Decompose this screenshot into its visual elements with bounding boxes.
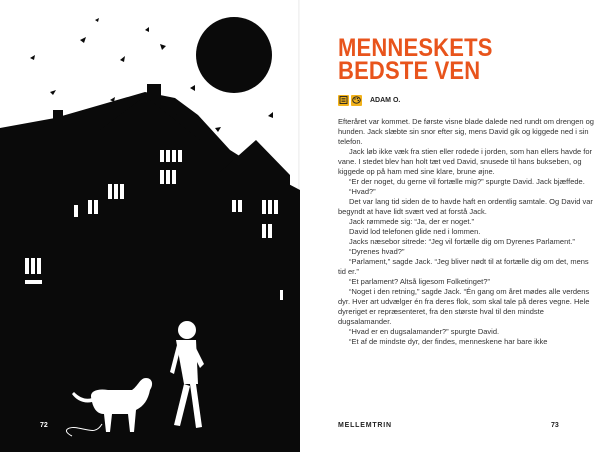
title-line-2: BEDSTE VEN: [338, 57, 481, 85]
paragraph: “Parlament,” sagde Jack. “Jeg bliver nødt til at fortælle dig om det, mens tid er.”: [338, 257, 589, 276]
story-title: [338, 34, 549, 85]
paragraph: Jacks næsebor sitrede: “Jeg vil fortælle dig om Dyrenes Parlament.”: [349, 237, 575, 246]
story-body: [338, 117, 598, 347]
paragraph: “Et af de mindste dyr, der findes, menneskene har bare ikke: [349, 337, 548, 346]
text-page: [300, 0, 600, 452]
title-line-1: MENNESKETS: [338, 34, 493, 62]
paragraph: “Hvad er en dugsalamander?” spurgte David.: [349, 327, 500, 336]
paragraph: “Dyrenes hvad?”: [349, 247, 405, 256]
palette-icon: [351, 95, 362, 106]
paragraph: Det var lang tid siden de to havde haft en ordentlig samtale. Og David var begyndt at have lidt svært ved at forstå Jack.: [338, 197, 593, 216]
author-name: ADAM O.: [370, 96, 401, 104]
section-label: MELLEMTRIN: [338, 422, 392, 429]
paragraph: Efteråret var kommet. De første visne blade dalede ned rundt om drengen og hunden. Jack slæbte sin snor efter sig, mens David gik og kiggede ned i sin telefon.: [338, 117, 594, 146]
black-moon: [196, 17, 272, 93]
page-number-left: 72: [40, 422, 48, 429]
page-number-right: 73: [551, 422, 559, 429]
book-icon: [338, 95, 349, 106]
paragraph: David lod telefonen glide ned i lommen.: [349, 227, 481, 236]
paragraph: Jack løb ikke væk fra stien eller rodede i jorden, som han ellers havde for vane. I stedet blev han holt tæt ved David, snusede til hans bukseben, og kiggede op på ham med sine klare, brune øjne.: [338, 147, 593, 176]
paragraph: “Noget i den retning,” sagde Jack. “Én gang om året mødes alle verdens dyr. Hver art udvælger én fra deres flok, som skal tale på deres vegne. Hele dyreriget er repræsenteret, fra den største hval til den mindste dugsalamander.: [338, 287, 590, 326]
paragraph: “Hvad?”: [349, 187, 376, 196]
story-meta: [338, 94, 400, 106]
paragraph: Jack rømmede sig: “Ja, der er noget.”: [349, 217, 475, 226]
paragraph: “Et parlament? Altså ligesom Folketinget?”: [349, 277, 490, 286]
paragraph: “Er der noget, du gerne vil fortælle mig?” spurgte David. Jack bjæffede.: [349, 177, 585, 186]
